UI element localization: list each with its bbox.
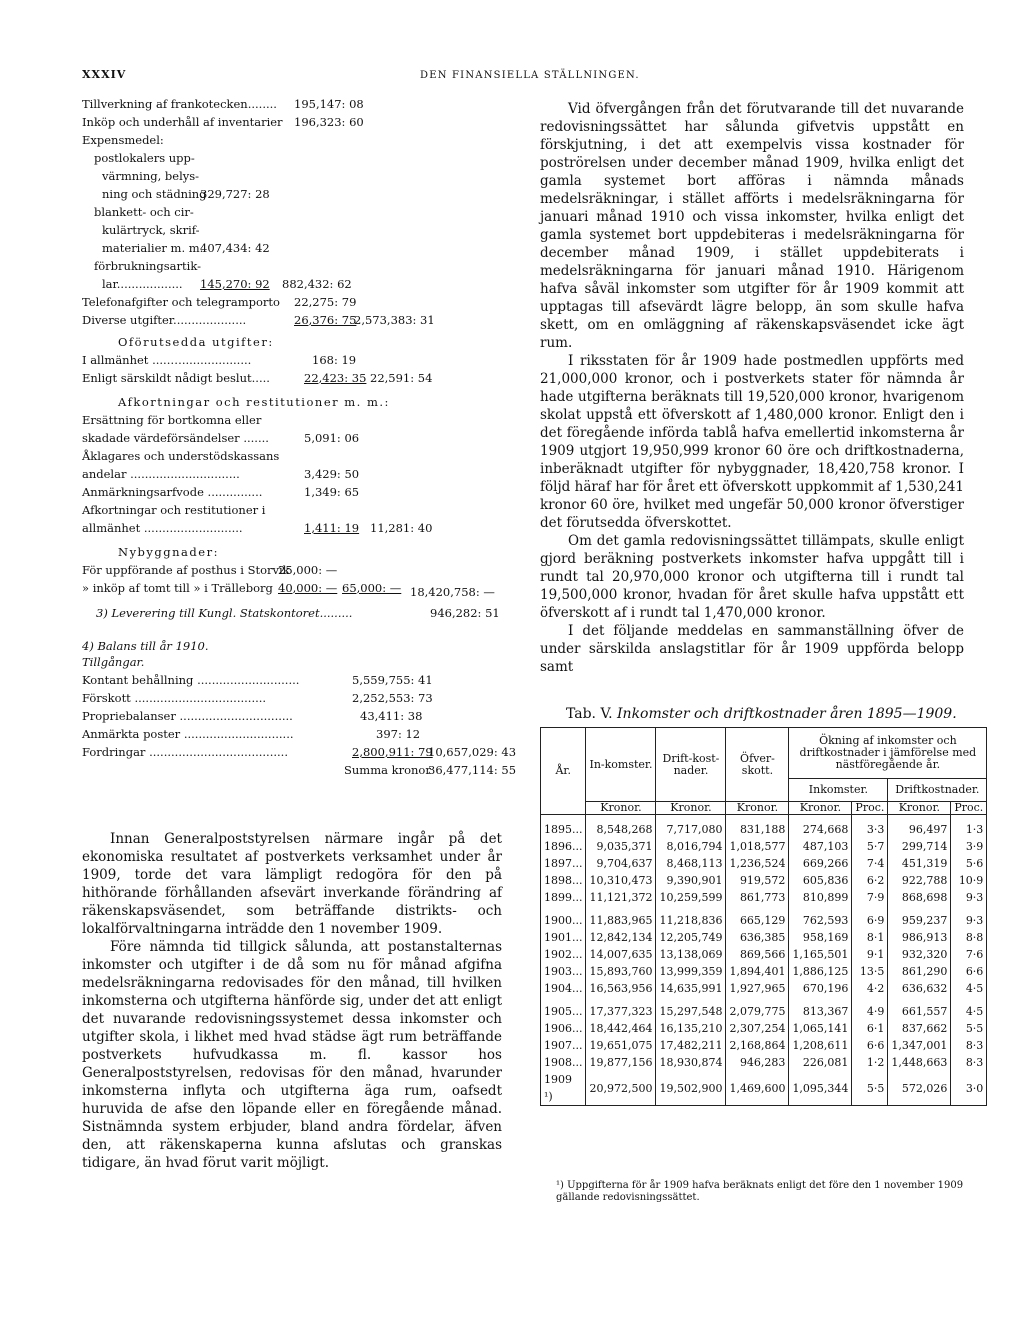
table-cell: 636,632 — [888, 980, 951, 997]
account-label: Anmärkta poster .............................. — [82, 727, 294, 741]
col-header-change-income: Inkomster. — [789, 779, 888, 802]
table-cell: 670,196 — [789, 980, 852, 997]
paragraph: I det följande meddelas en sammanställning öfver de under särskilda anslagstitlar för år 1909 uppförda belopp samt — [540, 623, 964, 675]
table-cell: 15,893,760 — [586, 963, 656, 980]
section-heading: Afkortningar och restitutioner m. m.: — [118, 395, 390, 409]
account-row — [82, 707, 502, 725]
table-cell: 4·2 — [852, 980, 888, 997]
table-cell: 1,347,001 — [888, 1037, 951, 1054]
table-row — [541, 889, 987, 906]
table-row — [541, 1054, 987, 1071]
table-cell: 2,307,254 — [726, 1020, 789, 1037]
account-value: 5,091: 06 — [304, 431, 360, 445]
table-cell: 868,698 — [888, 889, 951, 906]
table-cell: 15,297,548 — [656, 997, 726, 1020]
account-row — [82, 579, 502, 601]
table-cell: 274,668 — [789, 815, 852, 839]
account-label: Kontant behållning ............................ — [82, 673, 300, 687]
table-row — [541, 980, 987, 997]
table-cell: 986,913 — [888, 929, 951, 946]
table-cell: 1,927,965 — [726, 980, 789, 997]
table-cell: 1900... — [541, 906, 586, 929]
table-cell: 661,557 — [888, 997, 951, 1020]
table-cell: 8·3 — [951, 1037, 987, 1054]
table-cell: 1903... — [541, 963, 586, 980]
account-row — [82, 203, 502, 221]
account-label: I allmänhet .....…................... — [82, 353, 252, 367]
table-cell: 831,188 — [726, 815, 789, 839]
table-cell: 19,651,075 — [586, 1037, 656, 1054]
table-cell: 1,018,577 — [726, 838, 789, 855]
table-cell: 1897... — [541, 855, 586, 872]
account-value: 22,423: 35 — [304, 371, 367, 385]
right-prose — [540, 100, 964, 676]
table-cell: 18,930,874 — [656, 1054, 726, 1071]
table-cell: 7·9 — [852, 889, 888, 906]
table-cell: 5·5 — [951, 1020, 987, 1037]
paragraph: Vid öfvergången från det förutvarande till det nuvarande redovisningssättet har sålunda gifvetvis uppstått en förskjutning, i det att exempelvis vissa kostnader för poströrelsen under december månad 1909, hvilka enligt det gamla systemet bort afföras i nämnda månads medelsräkningar, i stället afförts i medelsräkningarna för januari månad 1910 och vissa inkomster, hvilka enligt det gamla systemet bort uppdebiteras i medelsräkningarna för december månad 1909, i stället uppdebiterats i medelsräkningarna för januari månad 1910. Härigenom hafva såväl inkomster som utgifter för år 1909 kommit att upptagas till afsevärdt lägre belopp, än som skulle hafva skett, om en omläggning af räkenskapsväsendet icke ägt rum. — [540, 101, 964, 351]
account-row — [82, 725, 502, 743]
table-cell: 7,717,080 — [656, 815, 726, 839]
table-cell: 8·1 — [852, 929, 888, 946]
account-value: 18,420,758: — — [410, 585, 495, 599]
section-heading: Tillgångar. — [82, 655, 145, 669]
table-cell: 7·4 — [852, 855, 888, 872]
table-cell: 636,385 — [726, 929, 789, 946]
table-cell: 2,079,775 — [726, 997, 789, 1020]
section-heading: Nybyggnader: — [118, 545, 219, 559]
account-label: skadade värdeförsändelser ....... — [82, 431, 269, 445]
account-value: 145,270: 92 — [200, 277, 270, 291]
table-cell: 5·5 — [852, 1071, 888, 1106]
account-value: 65,000: — — [342, 581, 402, 595]
table-cell: 226,081 — [789, 1054, 852, 1071]
table-cell: 1895... — [541, 815, 586, 839]
account-value: 3,429: 50 — [304, 467, 360, 481]
col-header-costs: Drift-kost-nader. — [656, 728, 726, 802]
table-cell: 669,266 — [789, 855, 852, 872]
table-cell: 8·8 — [951, 929, 987, 946]
account-label: Afkortningar och restitutioner i — [82, 503, 266, 517]
account-value: 22,591: 54 — [370, 371, 433, 385]
table-cell: 1907... — [541, 1037, 586, 1054]
table-cell: 9,390,901 — [656, 872, 726, 889]
table-cell: 762,593 — [789, 906, 852, 929]
table-title: Inkomster och driftkostnader åren 1895—1909. — [617, 706, 957, 722]
account-label: Diverse utgifter.................... — [82, 313, 247, 327]
unit-header: Kronor. — [656, 802, 726, 815]
table-cell: 919,572 — [726, 872, 789, 889]
table-cell: 1,165,501 — [789, 946, 852, 963]
table-cell: 959,237 — [888, 906, 951, 929]
table-cell: 3·9 — [951, 838, 987, 855]
table-cell: 5·7 — [852, 838, 888, 855]
table-cell: 572,026 — [888, 1071, 951, 1106]
table-cell: 1904... — [541, 980, 586, 997]
unit-header: Kronor. — [586, 802, 656, 815]
account-label: För uppförande af posthus i Storvik — [82, 563, 290, 577]
account-row — [82, 185, 502, 203]
account-value: 882,432: 62 — [282, 277, 352, 291]
table-cell: 4·5 — [951, 980, 987, 997]
table-cell: 5·6 — [951, 855, 987, 872]
account-label: kulärtryck, skrif- — [102, 223, 200, 237]
account-label: blankett- och cir- — [94, 205, 194, 219]
table-cell: 1906... — [541, 1020, 586, 1037]
table-cell: 13·5 — [852, 963, 888, 980]
table-cell: 605,836 — [789, 872, 852, 889]
account-label: Tillverkning af frankotecken........ — [82, 97, 277, 111]
table-cell: 9,035,371 — [586, 838, 656, 855]
table-cell: 6·6 — [951, 963, 987, 980]
section-heading: 4) Balans till år 1910. — [82, 639, 209, 653]
account-row — [82, 483, 502, 501]
table-cell: 1,236,524 — [726, 855, 789, 872]
table-cell: 96,497 — [888, 815, 951, 839]
table-cell: 958,169 — [789, 929, 852, 946]
table-cell: 451,319 — [888, 855, 951, 872]
table-cell: 1908... — [541, 1054, 586, 1071]
account-row — [82, 743, 517, 761]
account-value: 10,657,029: 43 — [428, 745, 517, 759]
table-cell: 9,704,637 — [586, 855, 656, 872]
table-cell: 1,095,344 — [789, 1071, 852, 1106]
table-cell: 1,208,611 — [789, 1037, 852, 1054]
account-value: 1,349: 65 — [304, 485, 360, 499]
table-cell: 9·1 — [852, 946, 888, 963]
paragraph: Före nämnda tid tillgick sålunda, att postanstalternas inkomster och utgifter i de då som nu för månad afgifna medelsräkningarna redovisades för den månad, till hvilken inkomsterna och utgifterna hänförde sig, under det att enligt det nuvarande redovisningssystemet dessa inkomster och utgifter skola, i likhet med hvad städse ägt rum beträffande postverkets hufvudkassa m. fl. kassor hos Generalpoststyrelsen, redovisas för den månad, hvarunder inkomsterna inflyta och utgifterna äga rum, oafsedt huruvida de afse den löpande eller en föregående månad. Sistnämnda system erbjuder, bland andra fördelar, äfven den, att räkenskaperna kunna afslutas och granskas tidigare, än hvad förut varit möjligt. — [82, 939, 502, 1171]
table-cell: 6·1 — [852, 1020, 888, 1037]
account-row — [82, 257, 502, 275]
page-number: XXXIV — [82, 68, 127, 81]
account-row — [82, 761, 517, 779]
table-cell: 9·3 — [951, 889, 987, 906]
account-value: 40,000: — — [278, 581, 338, 595]
footnote: ¹) Uppgifterna för år 1909 hafva beräknats enligt det före den 1 november 1909 gällande redovisningssättet. — [556, 1180, 964, 1203]
account-label: lar.................. — [102, 277, 183, 291]
account-row — [82, 293, 502, 311]
account-value: 329,727: 28 — [200, 187, 270, 201]
table-cell: 813,367 — [789, 997, 852, 1020]
table-row — [541, 1071, 987, 1106]
table-row — [541, 906, 987, 929]
account-label: postlokalers upp- — [94, 151, 195, 165]
table-label: Tab. V. — [566, 706, 613, 722]
account-value: 196,323: 60 — [294, 115, 364, 129]
table-cell: 9·3 — [951, 906, 987, 929]
account-row — [82, 95, 502, 113]
table-cell: 299,714 — [888, 838, 951, 855]
account-label: Förskott .................................... — [82, 691, 267, 705]
account-row — [82, 447, 502, 465]
col-header-year: År. — [541, 728, 586, 815]
account-value: 168: 19 — [312, 353, 357, 367]
table-cell: 7·6 — [951, 946, 987, 963]
table-cell: 14,635,991 — [656, 980, 726, 997]
account-value: 2,252,553: 73 — [352, 691, 433, 705]
account-row — [82, 411, 502, 429]
account-row — [82, 519, 502, 537]
table-cell: 13,999,359 — [656, 963, 726, 980]
table-row — [541, 815, 987, 839]
account-label: ning och städning — [102, 187, 207, 201]
table-cell: 1905... — [541, 997, 586, 1020]
account-value: 25,000: — — [278, 563, 338, 577]
table-cell: 17,377,323 — [586, 997, 656, 1020]
account-row — [82, 671, 502, 689]
account-row — [82, 625, 502, 653]
table-cell: 1,448,663 — [888, 1054, 951, 1071]
table-cell: 10,259,599 — [656, 889, 726, 906]
account-value: 397: 12 — [376, 727, 421, 741]
table-cell: 12,842,134 — [586, 929, 656, 946]
account-row — [82, 131, 502, 149]
account-value: 407,434: 42 — [200, 241, 270, 255]
account-row — [82, 387, 502, 411]
table-cell: 837,662 — [888, 1020, 951, 1037]
table-row — [541, 1037, 987, 1054]
account-row — [82, 653, 502, 671]
account-label: » inköp af tomt till » i Trälleborg — [82, 581, 273, 595]
table-cell: 1·3 — [951, 815, 987, 839]
income-costs-table — [540, 727, 987, 1106]
table-row — [541, 963, 987, 980]
account-label: värmning, belys- — [102, 169, 200, 183]
table-cell: 18,442,464 — [586, 1020, 656, 1037]
table-cell: 8,548,268 — [586, 815, 656, 839]
table-row — [541, 1020, 987, 1037]
left-prose — [82, 830, 502, 1172]
account-label: Fordringar ...................................... — [82, 745, 288, 759]
table-row — [541, 838, 987, 855]
account-value: 2,573,383: 31 — [354, 313, 435, 327]
account-value: 5,559,755: 41 — [352, 673, 433, 687]
table-row — [541, 929, 987, 946]
table-cell: 1902... — [541, 946, 586, 963]
account-label: Ersättning för bortkomna eller — [82, 413, 262, 427]
table-row — [541, 872, 987, 889]
table-cell: 487,103 — [789, 838, 852, 855]
table-cell: 3·3 — [852, 815, 888, 839]
unit-header: Kronor. — [789, 802, 852, 815]
table-cell: 10·9 — [951, 872, 987, 889]
table-cell: 11,218,836 — [656, 906, 726, 929]
account-label: Åklagares och understödskassans — [82, 449, 280, 463]
account-label: Propriebalanser ............................... — [82, 709, 293, 723]
account-value: 1,411: 19 — [304, 521, 360, 535]
account-label: Enligt särskildt nådigt beslut..... — [82, 371, 270, 385]
running-title: DEN FINANSIELLA STÄLLNINGEN. — [420, 70, 640, 81]
table-cell: 869,566 — [726, 946, 789, 963]
account-row — [82, 149, 502, 167]
account-value: 36,477,114: 55 — [428, 763, 517, 777]
table-cell: 6·2 — [852, 872, 888, 889]
table-cell: 4·5 — [951, 997, 987, 1020]
table-cell: 810,899 — [789, 889, 852, 906]
unit-header: Proc. — [852, 802, 888, 815]
table-cell: 14,007,635 — [586, 946, 656, 963]
table-cell: 3·0 — [951, 1071, 987, 1106]
account-row — [82, 429, 502, 447]
col-header-change: Ökning af inkomster och driftkostnader i jämförelse med nästföregående år. — [789, 728, 987, 779]
table-cell: 1,894,401 — [726, 963, 789, 980]
table-cell: 13,138,069 — [656, 946, 726, 963]
section-heading: Oförutsedda utgifter: — [118, 335, 274, 349]
table-cell: 1901... — [541, 929, 586, 946]
table-cell: 1,886,125 — [789, 963, 852, 980]
table-cell: 8,016,794 — [656, 838, 726, 855]
paragraph: I riksstaten för år 1909 hade postmedlen uppförts med 21,000,000 kronor, och i postverkets stater för nämnda år hade utgifterna beräknats till 19,520,000 kronor, hvarigenom skolat uppstå ett öfverskott af 1,480,000 kronor. Enligt den i det föregående införda tablå hafva emellertid inkomsterna år 1909 utgjort 19,950,999 kronor 60 öre och driftkostnaderna, inberäknadt utgifter för nybyggnader, 18,420,758 kronor. I följd häraf har för året ett öfverskott uppkommit af 1,530,241 kronor 60 öre, hvilket med ungefär 50,000 kronor öfverstiger det förutsedda öfverskottet. — [540, 353, 964, 531]
table-cell: 932,320 — [888, 946, 951, 963]
table-cell: 19,877,156 — [586, 1054, 656, 1071]
table-cell: 1898... — [541, 872, 586, 889]
table-cell: 1899... — [541, 889, 586, 906]
col-header-income: In-komster. — [586, 728, 656, 802]
table-cell: 861,290 — [888, 963, 951, 980]
table-cell: 11,883,965 — [586, 906, 656, 929]
table-cell: 16,135,210 — [656, 1020, 726, 1037]
account-label: Telefonafgifter och telegramporto — [82, 295, 280, 309]
account-value: 43,411: 38 — [360, 709, 423, 723]
table-cell: 1·2 — [852, 1054, 888, 1071]
account-value: 26,376: 75 — [294, 313, 357, 327]
account-row — [82, 275, 502, 293]
table-cell: 17,482,211 — [656, 1037, 726, 1054]
account-label: Anmärkningsarfvode ............... — [82, 485, 263, 499]
account-row — [82, 369, 502, 387]
account-row — [82, 329, 502, 351]
table-cell: 8·3 — [951, 1054, 987, 1071]
account-row — [82, 601, 502, 625]
table-row — [541, 946, 987, 963]
account-value: 11,281: 40 — [370, 521, 433, 535]
table-cell: 10,310,473 — [586, 872, 656, 889]
account-row — [82, 537, 502, 561]
account-row — [82, 311, 502, 329]
table-cell: 8,468,113 — [656, 855, 726, 872]
unit-header: Proc. — [951, 802, 987, 815]
account-label: förbrukningsartik- — [94, 259, 201, 273]
account-row — [82, 689, 502, 707]
col-header-surplus: Öfver-skott. — [726, 728, 789, 802]
account-label: Inköp och underhåll af inventarier — [82, 115, 283, 129]
col-header-change-costs: Driftkostnader. — [888, 779, 987, 802]
account-value: 195,147: 08 — [294, 97, 364, 111]
account-label: allmänhet ........................... — [82, 521, 243, 535]
account-row — [82, 239, 502, 257]
account-label: andelar .............................. — [82, 467, 240, 481]
account-value: 2,800,911: 79 — [352, 745, 433, 759]
table-cell: 665,129 — [726, 906, 789, 929]
account-row — [82, 561, 502, 579]
account-row — [82, 167, 502, 185]
account-value: 946,282: 51 — [430, 606, 500, 620]
accounts-column — [82, 95, 517, 779]
table-cell: 1909 ¹) — [541, 1071, 586, 1106]
unit-header: Kronor. — [726, 802, 789, 815]
table-cell: 19,502,900 — [656, 1071, 726, 1106]
table-cell: 4·9 — [852, 997, 888, 1020]
account-label: 3) Leverering till Kungl. Statskontoret......... — [96, 606, 353, 620]
account-value: 22,275: 79 — [294, 295, 357, 309]
account-label: Expensmedel: — [82, 133, 164, 147]
table-cell: 922,788 — [888, 872, 951, 889]
account-row — [82, 465, 502, 483]
account-row — [82, 501, 502, 519]
account-label: Summa kronor — [344, 763, 431, 777]
table-cell: 11,121,372 — [586, 889, 656, 906]
table-cell: 2,168,864 — [726, 1037, 789, 1054]
account-row — [82, 351, 502, 369]
table-cell: 1,065,141 — [789, 1020, 852, 1037]
account-row — [82, 113, 502, 131]
table-cell: 6·9 — [852, 906, 888, 929]
table-cell: 861,773 — [726, 889, 789, 906]
unit-header: Kronor. — [888, 802, 951, 815]
account-row — [82, 221, 502, 239]
table-cell: 20,972,500 — [586, 1071, 656, 1106]
table-cell: 12,205,749 — [656, 929, 726, 946]
table-row — [541, 997, 987, 1020]
table-cell: 6·6 — [852, 1037, 888, 1054]
paragraph: Om det gamla redovisningssättet tillämpats, skulle enligt gjord beräkning postverkets inkomster hafva uppgått till i rundt tal 20,970,000 kronor och utgifterna till i rundt tal 19,500,000 kronor, hvadan för året skulle hafva uppstått ett öfverskott af i rundt tal 1,470,000 kronor. — [540, 533, 964, 621]
table-cell: 16,563,956 — [586, 980, 656, 997]
account-label: materialier m. m. — [102, 241, 204, 255]
table-caption — [566, 706, 957, 722]
table-cell: 1,469,600 — [726, 1071, 789, 1106]
paragraph: Innan Generalpoststyrelsen närmare ingår på det ekonomiska resultatet af postverkets verksamhet under år 1909, torde det vara lämpligt redogöra för den på hithörande förhållanden afsevärt inverkande förändring af räkenskapsväsendet, som beträffande distrikts- och lokalförvaltningarna inträdde den 1 november 1909. — [82, 831, 502, 937]
table-cell: 946,283 — [726, 1054, 789, 1071]
table-row — [541, 855, 987, 872]
table-cell: 1896... — [541, 838, 586, 855]
